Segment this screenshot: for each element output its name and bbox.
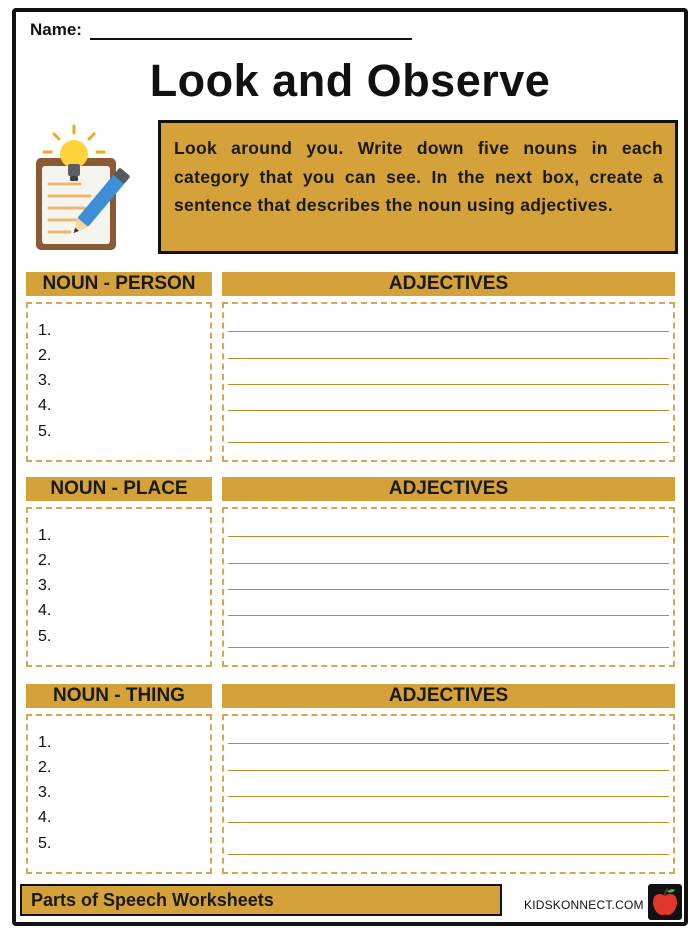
- noun-header: NOUN - PLACE: [26, 477, 212, 501]
- adjectives-header: ADJECTIVES: [222, 272, 675, 296]
- writing-line: [228, 822, 669, 823]
- writing-line: [228, 384, 669, 385]
- name-label: Name:: [30, 20, 82, 39]
- writing-line: [228, 442, 669, 443]
- adjectives-writing-box[interactable]: [222, 302, 675, 462]
- list-item-number: 5.: [38, 628, 52, 645]
- writing-line: [228, 563, 669, 564]
- list-item-number: 3.: [38, 577, 52, 594]
- list-item-number: 2.: [38, 759, 52, 776]
- noun-list-box[interactable]: [26, 507, 212, 667]
- list-item-number: 1.: [38, 322, 52, 339]
- footer-series-label: Parts of Speech Worksheets: [20, 884, 502, 916]
- noun-header: NOUN - THING: [26, 684, 212, 708]
- writing-line: [228, 854, 669, 855]
- noun-header: NOUN - PERSON: [26, 272, 212, 296]
- list-item-number: 4.: [38, 397, 52, 414]
- writing-line: [228, 331, 669, 332]
- list-item-number: 4.: [38, 809, 52, 826]
- list-item-number: 5.: [38, 423, 52, 440]
- clipboard-lightbulb-pencil-icon: [32, 120, 144, 254]
- adjectives-header: ADJECTIVES: [222, 477, 675, 501]
- page-title: Look and Observe: [149, 55, 551, 106]
- list-item-number: 1.: [38, 734, 52, 751]
- list-item-number: 3.: [38, 784, 52, 801]
- writing-line: [228, 410, 669, 411]
- noun-list-box[interactable]: [26, 302, 212, 462]
- writing-line: [228, 615, 669, 616]
- list-item-number: 5.: [38, 835, 52, 852]
- name-field[interactable]: [90, 38, 412, 40]
- footer-site: KIDSKONNECT.COM: [524, 898, 644, 912]
- instructions-box: Look around you. Write down five nouns in each category that you can see. In the next box, create a sentence that describes the noun using adjectives.: [158, 120, 678, 254]
- adjectives-writing-box[interactable]: [222, 507, 675, 667]
- list-item-number: 1.: [38, 527, 52, 544]
- list-item-number: 2.: [38, 347, 52, 364]
- list-item-number: 2.: [38, 552, 52, 569]
- writing-line: [228, 536, 669, 537]
- apple-icon: [648, 884, 682, 920]
- list-item-number: 3.: [38, 372, 52, 389]
- writing-line: [228, 358, 669, 359]
- writing-line: [228, 589, 669, 590]
- list-item-number: 4.: [38, 602, 52, 619]
- adjectives-writing-box[interactable]: [222, 714, 675, 874]
- writing-line: [228, 743, 669, 744]
- noun-list-box[interactable]: [26, 714, 212, 874]
- adjectives-header: ADJECTIVES: [222, 684, 675, 708]
- writing-line: [228, 770, 669, 771]
- writing-line: [228, 647, 669, 648]
- writing-line: [228, 796, 669, 797]
